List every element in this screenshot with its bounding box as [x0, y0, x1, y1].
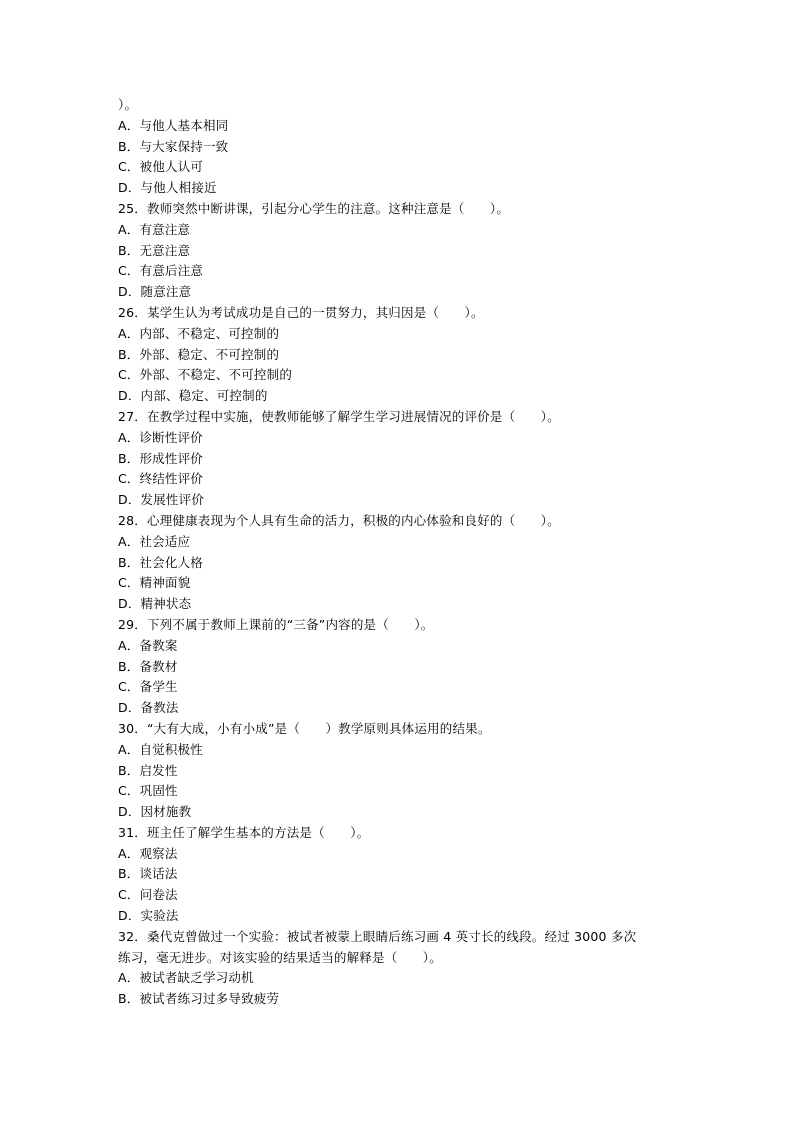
option-31-d: D．实验法: [118, 908, 179, 924]
document-body: [118, 95, 678, 1010]
option-25-a: A．有意注意: [118, 221, 191, 237]
question-24-continuation: ）。: [118, 97, 138, 112]
option-26-d: D．内部、稳定、可控制的: [118, 388, 268, 404]
option-32-a: A．被试者缺乏学习动机: [118, 970, 254, 986]
question-29: 29．下列不属于教师上课前的“三备”内容的是（ ）。: [118, 616, 434, 632]
option-29-d: D．备教法: [118, 700, 179, 716]
option-24-b: B．与大家保持一致: [118, 138, 229, 154]
option-25-b: B．无意注意: [118, 242, 191, 258]
option-30-a: A．自觉积极性: [118, 741, 203, 757]
option-29-a: A．备教案: [118, 637, 178, 653]
question-28: 28．心理健康表现为个人具有生命的活力，积极的内心体验和良好的（ ）。: [118, 512, 560, 528]
option-27-c: C．终结性评价: [118, 471, 204, 487]
option-30-d: D．因材施教: [118, 804, 192, 820]
option-29-c: C．备学生: [118, 679, 178, 695]
option-24-a: A．与他人基本相同: [118, 117, 229, 133]
option-31-a: A．观察法: [118, 845, 178, 861]
option-25-c: C．有意后注意: [118, 263, 204, 279]
option-27-d: D．发展性评价: [118, 492, 205, 508]
question-25: 25．教师突然中断讲课，引起分心学生的注意。这种注意是（ ）。: [118, 200, 510, 216]
option-24-c: C．被他人认可: [118, 159, 204, 175]
option-28-b: B．社会化人格: [118, 554, 203, 570]
question-26: 26．某学生认为考试成功是自己的一贯努力，其归因是（ ）。: [118, 304, 484, 320]
question-32-line-2: 练习，毫无进步。对该实验的结果适当的解释是（ ）。: [118, 949, 442, 965]
option-32-b: B．被试者练习过多导致疲劳: [118, 991, 280, 1007]
option-30-c: C．巩固性: [118, 783, 178, 799]
option-26-c: C．外部、不稳定、不可控制的: [118, 367, 293, 383]
option-30-b: B．启发性: [118, 762, 178, 778]
option-27-a: A．诊断性评价: [118, 429, 203, 445]
option-26-b: B．外部、稳定、不可控制的: [118, 346, 280, 362]
option-28-c: C．精神面貌: [118, 575, 191, 591]
option-31-b: B．谈话法: [118, 866, 178, 882]
option-26-a: A．内部、不稳定、可控制的: [118, 325, 280, 341]
option-24-d: D．与他人相接近: [118, 180, 217, 196]
option-31-c: C．问卷法: [118, 887, 178, 903]
question-32-line-1: 32．桑代克曾做过一个实验：被试者被蒙上眼睛后练习画 4 英寸长的线段。经过 3000 多次: [118, 928, 637, 944]
option-28-d: D．精神状态: [118, 596, 192, 612]
question-31: 31．班主任了解学生基本的方法是（ ）。: [118, 824, 370, 840]
question-30: 30．“大有大成，小有小成”是（ ）教学原则具体运用的结果。: [118, 720, 491, 736]
option-29-b: B．备教材: [118, 658, 178, 674]
option-25-d: D．随意注意: [118, 284, 192, 300]
question-27: 27．在教学过程中实施，使教师能够了解学生学习进展情况的评价是（ ）。: [118, 408, 560, 424]
option-28-a: A．社会适应: [118, 533, 191, 549]
option-27-b: B．形成性评价: [118, 450, 203, 466]
